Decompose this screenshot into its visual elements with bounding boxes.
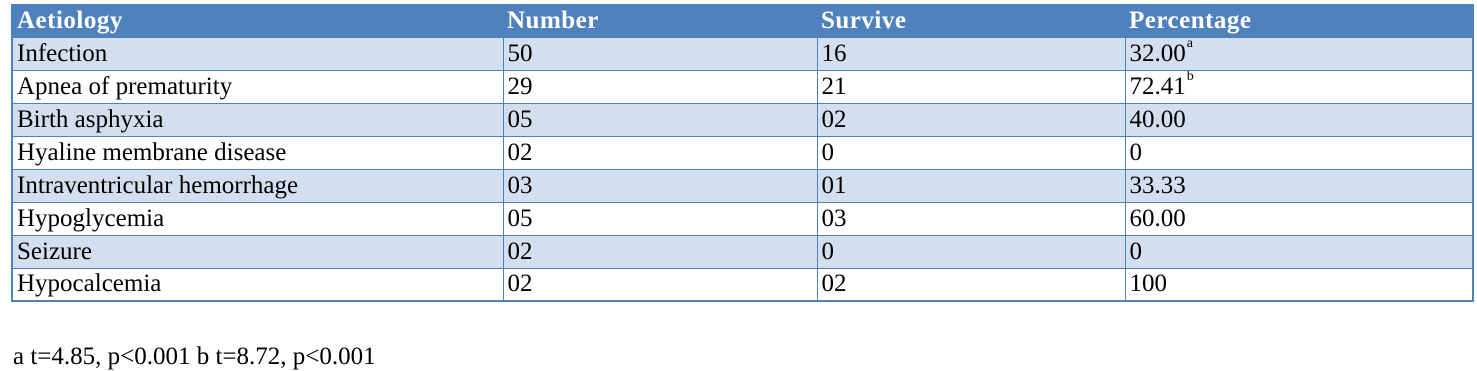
cell-number-text: 29	[507, 72, 533, 100]
table-header-row	[12, 5, 1473, 37]
cell-number-text: 05	[507, 105, 533, 133]
significance-marker: b	[1186, 70, 1194, 84]
cell-survive	[817, 103, 1125, 136]
cell-percentage	[1125, 202, 1473, 235]
cell-number-text: 03	[507, 171, 533, 199]
aetiology-table-container	[11, 4, 1472, 302]
cell-percentage	[1125, 70, 1473, 103]
cell-number-text: 02	[507, 270, 533, 298]
table-row	[12, 202, 1473, 235]
cell-aetiology	[12, 169, 503, 202]
cell-number	[503, 268, 817, 301]
header-number: Number	[507, 7, 599, 35]
aetiology-table	[11, 4, 1474, 302]
cell-aetiology	[12, 235, 503, 268]
cell-survive-text: 0	[821, 237, 834, 265]
cell-percentage-text: 33.33	[1129, 171, 1186, 199]
cell-aetiology	[12, 37, 503, 70]
cell-percentage	[1125, 235, 1473, 268]
cell-survive-text: 21	[821, 72, 847, 100]
cell-aetiology	[12, 103, 503, 136]
cell-aetiology-text: Intraventricular hemorrhage	[17, 171, 299, 199]
cell-aetiology-text: Hyaline membrane disease	[17, 138, 287, 166]
cell-percentage-text: 60.00	[1129, 204, 1186, 232]
cell-aetiology	[12, 70, 503, 103]
table-row	[12, 70, 1473, 103]
cell-survive-text: 16	[821, 39, 847, 67]
cell-number	[503, 202, 817, 235]
cell-survive	[817, 202, 1125, 235]
cell-percentage-text: 40.00	[1129, 105, 1186, 133]
cell-aetiology-text: Hypocalcemia	[17, 270, 162, 298]
cell-number	[503, 169, 817, 202]
cell-number	[503, 235, 817, 268]
cell-survive-text: 01	[821, 171, 847, 199]
cell-percentage	[1125, 268, 1473, 301]
cell-survive	[817, 235, 1125, 268]
cell-percentage	[1125, 169, 1473, 202]
cell-survive-text: 0	[821, 138, 834, 166]
table-row	[12, 235, 1473, 268]
cell-number-text: 05	[507, 204, 533, 232]
cell-aetiology-text: Apnea of prematurity	[17, 72, 233, 100]
cell-survive	[817, 136, 1125, 169]
cell-percentage	[1125, 37, 1473, 70]
cell-survive-text: 03	[821, 204, 847, 232]
cell-number	[503, 103, 817, 136]
cell-survive-text: 02	[821, 105, 847, 133]
cell-survive	[817, 169, 1125, 202]
cell-number	[503, 70, 817, 103]
cell-aetiology-text: Seizure	[17, 237, 92, 265]
cell-percentage	[1125, 136, 1473, 169]
table-row	[12, 37, 1473, 70]
cell-percentage-text: 32.00	[1129, 39, 1186, 67]
cell-aetiology	[12, 202, 503, 235]
cell-percentage	[1125, 103, 1473, 136]
cell-survive-text: 02	[821, 270, 847, 298]
significance-marker: a	[1186, 37, 1193, 51]
cell-number-text: 50	[507, 39, 533, 67]
cell-percentage-text: 100	[1129, 270, 1167, 298]
header-percentage: Percentage	[1129, 7, 1252, 35]
cell-survive	[817, 37, 1125, 70]
table-row	[12, 268, 1473, 301]
cell-percentage-text: 72.41	[1129, 72, 1186, 100]
cell-number-text: 02	[507, 138, 533, 166]
cell-percentage-text: 0	[1129, 138, 1142, 166]
cell-aetiology	[12, 136, 503, 169]
cell-aetiology-text: Hypoglycemia	[17, 204, 165, 232]
table-footnote: a t=4.85, p<0.001 b t=8.72, p<0.001	[13, 343, 376, 370]
header-aetiology: Aetiology	[17, 7, 123, 35]
cell-number-text: 02	[507, 237, 533, 265]
cell-percentage-text: 0	[1129, 237, 1142, 265]
cell-aetiology-text: Birth asphyxia	[17, 105, 164, 133]
cell-survive	[817, 268, 1125, 301]
cell-number	[503, 37, 817, 70]
cell-aetiology	[12, 268, 503, 301]
header-survive: Survive	[821, 7, 907, 35]
table-row	[12, 169, 1473, 202]
table-row	[12, 103, 1473, 136]
cell-survive	[817, 70, 1125, 103]
table-row	[12, 136, 1473, 169]
table-body	[12, 37, 1473, 301]
cell-aetiology-text: Infection	[17, 39, 108, 67]
cell-number	[503, 136, 817, 169]
